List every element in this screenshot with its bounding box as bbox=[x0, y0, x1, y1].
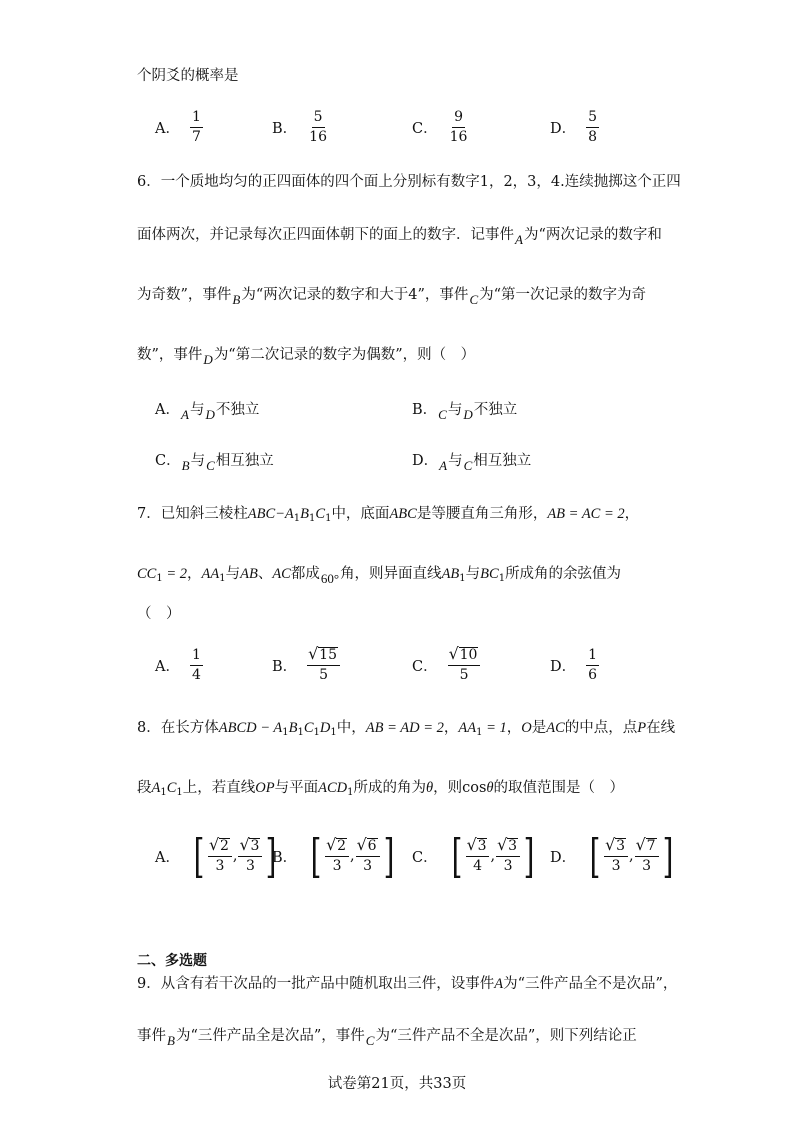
fraction: $\frac{5}{16}$ bbox=[309, 108, 327, 145]
option-d: D． [ √ $\frac{3}{3}$ , √ $\frac{7}{3}$ ] bbox=[550, 831, 677, 881]
option-a: A． $\frac{1}{4}$ bbox=[155, 646, 201, 683]
q6-line-3: 为奇数”，事件B为“两次记录的数字和大于4”，事件C为“第一次记录的数字为奇 bbox=[137, 287, 647, 307]
q6-option-c: C．B与C相互独立 bbox=[155, 453, 274, 473]
option-b: B． √ $\frac{15}{5}$ bbox=[272, 640, 340, 690]
interval: [ √ $\frac{3}{4}$ , √ $\frac{3}{3}$ ] bbox=[448, 833, 538, 879]
option-d: D． $\frac{1}{6}$ bbox=[550, 646, 598, 683]
q8-line-1: 8．在长方体ABCD − $A_1B_1C_1D_1$中，AB = AD = 2，$AA_1 = 1$，O是AC的中点，点P在线 bbox=[137, 720, 676, 738]
option-b: B． [ √ $\frac{2}{3}$ , √ $\frac{6}{3}$ ] bbox=[272, 831, 398, 881]
q8-line-2: 段$A_1C_1$上，若直线OP与平面$ACD_1$所成的角为θ，则cosθ的取值范围是（ ） bbox=[137, 780, 625, 798]
section-heading: 二、多选题 bbox=[137, 953, 207, 969]
q6-option-d: D．A与C相互独立 bbox=[412, 453, 532, 473]
q6-line-1: 6．一个质地均匀的正四面体的四个面上分别标有数字1，2，3，4.连续抛掷这个正四 bbox=[137, 174, 681, 190]
option-c: C． [ √ $\frac{3}{4}$ , √ $\frac{3}{3}$ ] bbox=[412, 831, 538, 881]
option-d: D． $\frac{5}{8}$ bbox=[550, 108, 598, 145]
fraction: $\frac{9}{16}$ bbox=[449, 108, 468, 145]
interval: [ √ $\frac{3}{3}$ , √ $\frac{7}{3}$ ] bbox=[586, 833, 676, 879]
interval: [ √ $\frac{2}{3}$ , √ $\frac{6}{3}$ ] bbox=[307, 833, 397, 879]
q6-option-a: A．A与D不独立 bbox=[155, 402, 260, 422]
option-c: C． $\frac{9}{16}$ bbox=[412, 108, 468, 145]
interval: [ √ $\frac{2}{3}$ , √ $\frac{3}{3}$ ] bbox=[190, 833, 280, 879]
q8-options bbox=[0, 831, 794, 881]
q7-line-3: （ ） bbox=[137, 606, 181, 622]
q6-line-4: 数”，事件D为“第二次记录的数字为偶数”，则（ ） bbox=[137, 347, 476, 367]
q7-options bbox=[0, 640, 794, 690]
fraction: √ $\frac{10}{5}$ bbox=[448, 647, 481, 684]
fraction: √ $\frac{15}{5}$ bbox=[307, 647, 340, 684]
fraction: $\frac{1}{4}$ bbox=[191, 646, 201, 683]
option-a: A． [ √ $\frac{2}{3}$ , √ $\frac{3}{3}$ ] bbox=[155, 831, 280, 881]
q6-line-2: 面体两次，并记录每次正四面体朝下的面上的数字．记事件A为“两次记录的数字和 bbox=[137, 227, 662, 247]
fraction: $\frac{1}{6}$ bbox=[588, 646, 598, 683]
page-footer: 试卷第21页，共33页 bbox=[327, 1076, 467, 1092]
q9-line-2: 事件B为“三件产品全是次品”，事件C为“三件产品不全是次品”，则下列结论正 bbox=[137, 1028, 637, 1048]
option-c: C． √ $\frac{10}{5}$ bbox=[412, 640, 480, 690]
q9-line-1: 9．从含有若干次品的一批产品中随机取出三件，设事件A为“三件产品全不是次品”， bbox=[137, 976, 678, 992]
q7-line-2: $CC_1 = 2$，$AA_1$与AB、AC都成60°角，则异面直线$AB_1$与$BC_1$所成角的余弦值为 bbox=[137, 566, 622, 586]
text-line: 个阴爻的概率是 bbox=[137, 68, 239, 84]
option-b: B． $\frac{5}{16}$ bbox=[272, 108, 327, 145]
q7-line-1: 7．已知斜三棱柱$ABC-A_1B_1C_1$中，底面ABC是等腰直角三角形，AB = AC = 2， bbox=[137, 506, 640, 524]
fraction: $\frac{1}{7}$ bbox=[191, 108, 201, 145]
q6-option-b: B．C与D不独立 bbox=[412, 402, 518, 422]
fraction: $\frac{5}{8}$ bbox=[588, 108, 598, 145]
option-a: A． $\frac{1}{7}$ bbox=[155, 108, 201, 145]
q5-options bbox=[0, 102, 794, 152]
